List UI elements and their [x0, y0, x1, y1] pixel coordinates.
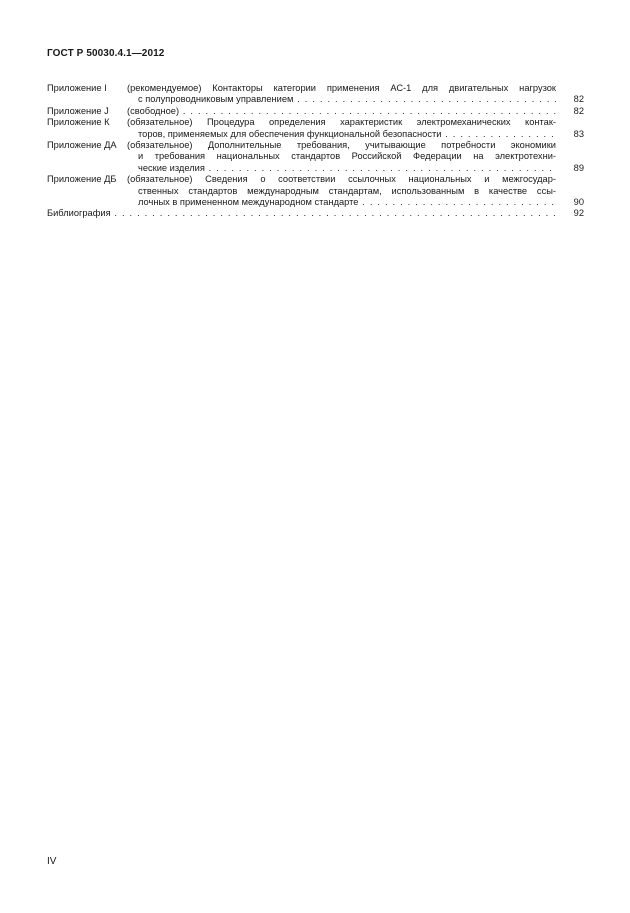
toc-entry-line	[127, 163, 556, 174]
toc-entry-line	[127, 197, 556, 208]
toc-entry-line: ственных стандартов международным стандартам, использованным в качестве ссы-	[138, 185, 556, 196]
toc-entry-line-text: Библиография	[47, 208, 111, 219]
toc-entry-line-text: с полупроводниковым управлением	[138, 94, 294, 105]
toc-entry-line: (обязательное) Процедура определения характеристик электромеханических контак-	[127, 117, 556, 128]
toc-entry-line: (рекомендуемое) Контакторы категории применения АС-1 для двигательных нагрузок	[127, 83, 556, 93]
document-header: ГОСТ Р 50030.4.1—2012	[47, 48, 165, 59]
toc-entry-line	[127, 106, 556, 117]
toc-entry-line	[127, 129, 556, 140]
toc-entry-prefix: Приложение ДБ	[47, 174, 117, 185]
toc-entry-appendix-da	[47, 140, 584, 174]
toc-entry-prefix: Приложение I	[47, 83, 107, 93]
toc-entry-page: 90	[573, 196, 584, 207]
toc-entry-page: 92	[573, 208, 584, 219]
toc-entry-line-text: (свободное)	[127, 105, 180, 116]
toc-entry-line-text: лочных в примененном международном стандарте	[138, 196, 359, 207]
toc-entry-bibliography	[47, 208, 584, 219]
toc-entry-page: 82	[573, 94, 584, 105]
toc-entry-line: (обязательное) Сведения о соответствии ссылочных национальных и межгосудар-	[127, 174, 556, 185]
toc-entry-prefix: Приложение К	[47, 117, 110, 128]
page-number: IV	[47, 856, 57, 867]
toc-entry-line	[127, 94, 556, 105]
toc-entry-prefix: Приложение J	[47, 105, 109, 116]
toc-entry-appendix-db	[47, 174, 584, 208]
toc-entry-prefix: Приложение ДА	[47, 140, 117, 150]
toc-entry-page: 83	[573, 128, 584, 139]
toc-entry-page: 82	[573, 105, 584, 116]
toc-entry-appendix-j	[47, 106, 584, 117]
table-of-contents	[47, 83, 584, 220]
toc-entry-line	[47, 208, 556, 219]
toc-entry-line: и требования национальных стандартов Российской Федерации на электротехни-	[138, 151, 556, 162]
toc-entry-page: 89	[573, 162, 584, 173]
toc-entry-line-text: торов, применяемых для обеспечения функциональной безопасности	[138, 128, 442, 139]
toc-entry-appendix-k	[47, 117, 584, 140]
toc-entry-line: (обязательное) Дополнительные требования, учитывающие потребности экономики	[127, 140, 556, 150]
toc-entry-appendix-i	[47, 83, 584, 106]
toc-entry-line-text: ческие изделия	[138, 162, 205, 173]
